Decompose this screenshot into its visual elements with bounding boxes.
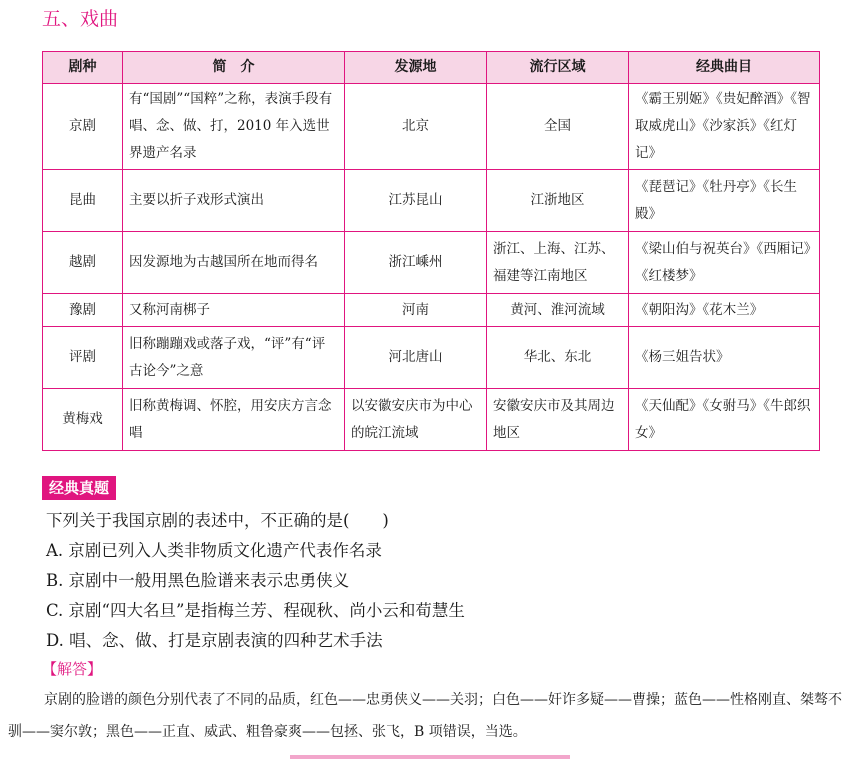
cell-genre: 越剧 <box>43 232 123 294</box>
header-origin: 发源地 <box>345 52 487 84</box>
cell-intro: 主要以折子戏形式演出 <box>123 170 345 232</box>
cell-works: 《朝阳沟》《花木兰》 <box>629 294 820 327</box>
cell-genre: 豫剧 <box>43 294 123 327</box>
header-works: 经典曲目 <box>629 52 820 84</box>
option-b: B. 京剧中一般用黑色脸谱来表示忠勇侠义 <box>46 571 350 590</box>
cell-region: 安徽安庆市及其周边地区 <box>487 389 629 451</box>
table-row <box>43 327 820 389</box>
cell-origin: 浙江嵊州 <box>345 232 487 294</box>
opera-table <box>42 51 820 451</box>
cell-intro: 旧称蹦蹦戏或落子戏，“评”有“评古论今”之意 <box>123 327 345 389</box>
option-d: D. 唱、念、做、打是京剧表演的四种艺术手法 <box>46 631 383 650</box>
table-row <box>43 294 820 327</box>
cell-region: 华北、东北 <box>487 327 629 389</box>
answer-tag: 【解答】 <box>42 660 103 678</box>
cell-works: 《杨三姐告状》 <box>629 327 820 389</box>
cell-genre: 昆曲 <box>43 170 123 232</box>
answer-text: 京剧的脸谱的颜色分别代表了不同的品质，红色——忠勇侠义——关羽；白色——奸诈多疑——曹操；蓝色——性格刚直、桀骜不驯——窦尔敦；黑色——正直、威武、粗鲁豪爽——包拯、张飞，B 项错误，当选。 <box>8 692 842 740</box>
table-row <box>43 170 820 232</box>
cell-genre: 黄梅戏 <box>43 389 123 451</box>
cell-works: 《霸王别姬》《贵妃醉酒》《智取威虎山》《沙家浜》《红灯记》 <box>629 84 820 170</box>
cell-region: 江浙地区 <box>487 170 629 232</box>
cell-origin: 以安徽安庆市为中心的皖江流域 <box>345 389 487 451</box>
cell-origin: 河南 <box>345 294 487 327</box>
cell-intro: 又称河南梆子 <box>123 294 345 327</box>
cell-origin: 北京 <box>345 84 487 170</box>
option-c: C. 京剧“四大名旦”是指梅兰芳、程砚秋、尚小云和荀慧生 <box>46 601 465 620</box>
table-row <box>43 389 820 451</box>
cell-intro: 有“国剧”“国粹”之称，表演手段有唱、念、做、打，2010 年入选世界遗产名录 <box>123 84 345 170</box>
header-region: 流行区域 <box>487 52 629 84</box>
cell-genre: 京剧 <box>43 84 123 170</box>
option-a: A. 京剧已列入人类非物质文化遗产代表作名录 <box>46 541 382 560</box>
cell-works: 《琵琶记》《牡丹亭》《长生殿》 <box>629 170 820 232</box>
cell-works: 《天仙配》《女驸马》《牛郎织女》 <box>629 389 820 451</box>
cell-intro: 因发源地为古越国所在地而得名 <box>123 232 345 294</box>
header-intro: 简 介 <box>123 52 345 84</box>
table-row <box>43 232 820 294</box>
header-genre: 剧种 <box>43 52 123 84</box>
section-title: 五、戏曲 <box>42 8 119 30</box>
cell-works: 《梁山伯与祝英台》《西厢记》《红楼梦》 <box>629 232 820 294</box>
cell-region: 黄河、淮河流域 <box>487 294 629 327</box>
cell-origin: 河北唐山 <box>345 327 487 389</box>
classic-question-badge: 经典真题 <box>42 476 116 500</box>
cell-genre: 评剧 <box>43 327 123 389</box>
cell-origin: 江苏昆山 <box>345 170 487 232</box>
cell-intro: 旧称黄梅调、怀腔，用安庆方言念唱 <box>123 389 345 451</box>
cell-region: 浙江、上海、江苏、福建等江南地区 <box>487 232 629 294</box>
bottom-decoration <box>290 755 570 759</box>
cell-region: 全国 <box>487 84 629 170</box>
table-header-row <box>43 52 820 84</box>
table-row <box>43 84 820 170</box>
question-stem: 下列关于我国京剧的表述中，不正确的是( ) <box>46 511 389 530</box>
